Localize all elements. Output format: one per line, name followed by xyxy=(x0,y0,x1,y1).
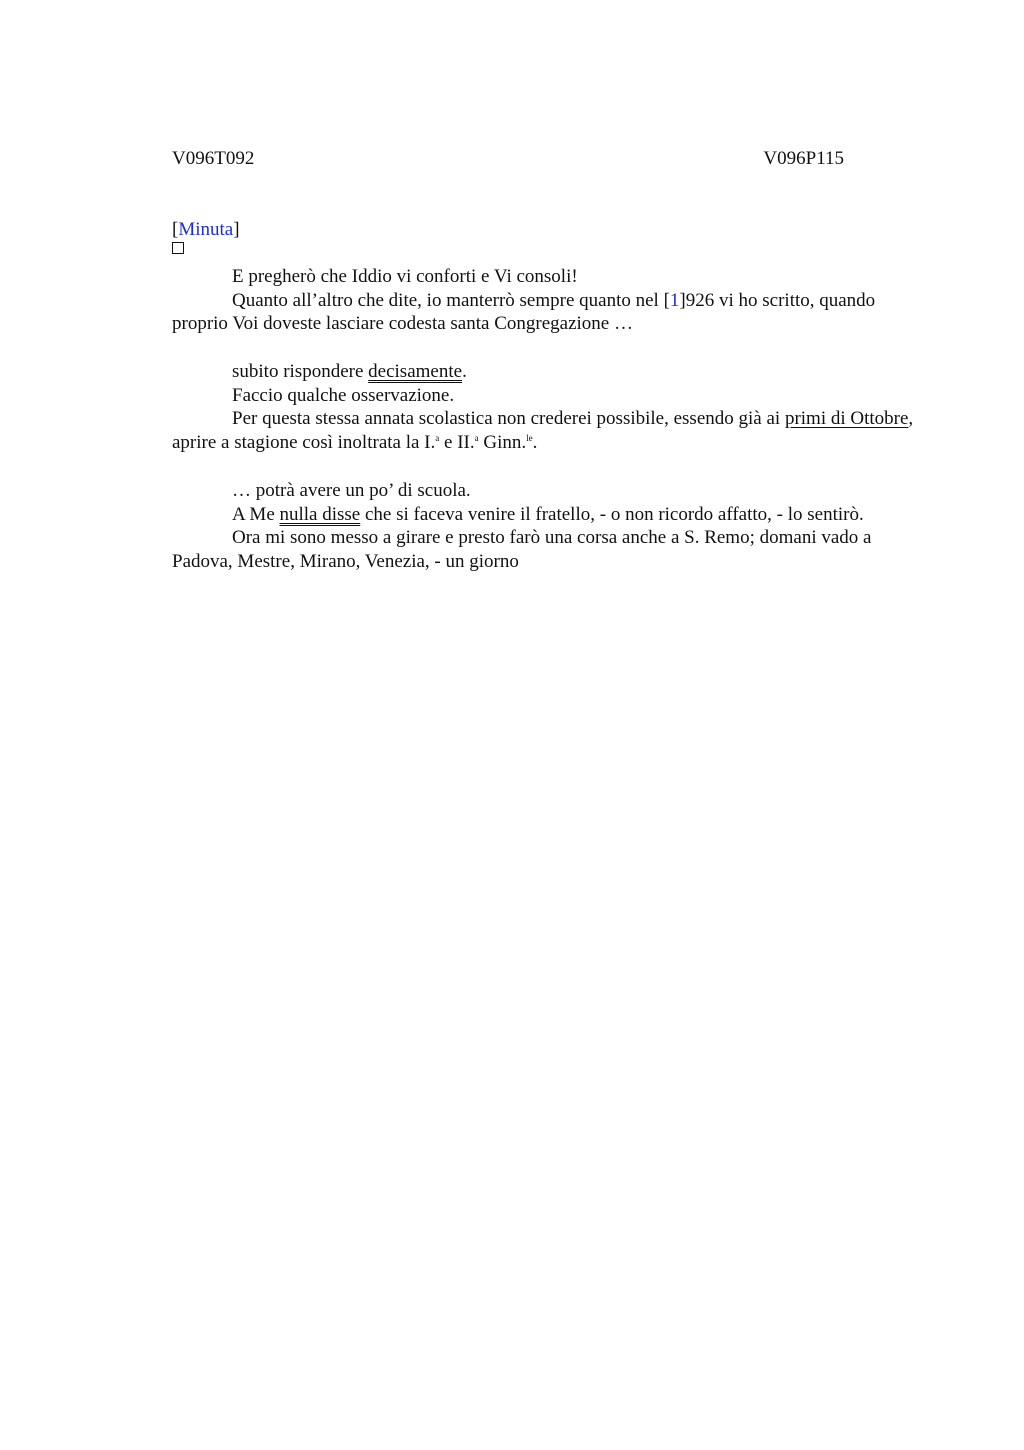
paragraph xyxy=(172,503,932,527)
paragraph xyxy=(172,360,932,384)
paragraph xyxy=(172,407,932,454)
superscript: le xyxy=(526,433,533,444)
underlined-text: primi di Ottobre xyxy=(784,408,909,430)
text-run: , aprire a stagione così inoltrata la I. xyxy=(172,408,914,454)
paragraph xyxy=(172,289,932,336)
paragraph: Faccio qualche osservazione. xyxy=(232,384,455,406)
text-run: . xyxy=(462,361,467,382)
draft-label-text: Minuta xyxy=(178,219,234,240)
superscript: a xyxy=(474,433,479,444)
editorial-insertion: 1 xyxy=(669,289,680,311)
draft-label xyxy=(172,218,240,242)
text-run: subito rispondere xyxy=(232,361,369,382)
bracket-close: ] xyxy=(233,219,240,240)
text-run: A Me xyxy=(232,503,280,525)
paragraph: … potrà avere un po’ di scuola. xyxy=(232,480,471,501)
text-run: Quanto all’altro che dite, io manterrò sempre quanto nel xyxy=(232,289,664,311)
superscript: a xyxy=(435,433,440,444)
document-code-right: V096P115 xyxy=(763,148,844,169)
text-run: e II. xyxy=(439,432,475,454)
text-run: . xyxy=(532,432,538,454)
document-header xyxy=(172,147,844,171)
text-run: ] xyxy=(679,289,686,311)
text-run: [ xyxy=(663,289,670,311)
checkbox-square-icon xyxy=(172,242,184,254)
paragraph-block-1 xyxy=(172,265,932,336)
double-underlined-text: nulla disse xyxy=(279,503,361,525)
bracket-open: [ xyxy=(172,219,179,240)
double-underlined-text: decisamente xyxy=(368,361,463,382)
paragraph: E pregherò che Iddio vi conforti e Vi consoli! xyxy=(232,266,578,287)
text-run: che si faceva venire il fratello, - o non ricordo affatto, - lo sentirò. xyxy=(360,503,864,525)
text-run: 926 vi ho scritto, quando proprio Voi doveste lasciare codesta santa Congregazione … xyxy=(172,289,876,335)
text-run: Per questa stessa annata scolastica non crederei possibile, essendo già ai xyxy=(232,408,785,430)
paragraph: Ora mi sono messo a girare e presto farò una corsa anche a S. Remo; domani vado a Padova, Mestre, Mirano, Venezia, - un giorno xyxy=(172,527,872,573)
paragraph-block-3 xyxy=(172,479,932,574)
document-code-left: V096T092 xyxy=(172,148,255,169)
paragraph-block-2 xyxy=(172,360,932,455)
text-run: Ginn. xyxy=(478,432,527,454)
